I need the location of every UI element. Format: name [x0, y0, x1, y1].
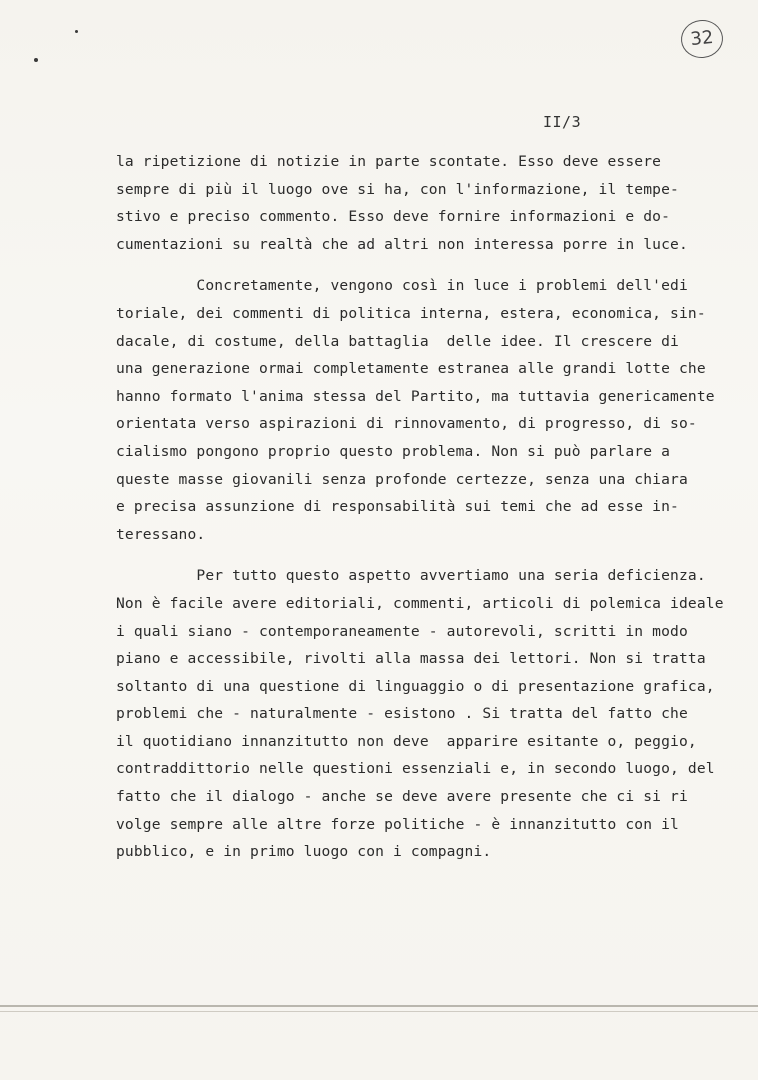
text-line: hanno formato l'anima stessa del Partito, ma tuttavia genericamente: [116, 387, 715, 405]
text-line: pubblico, e in primo luogo con i compagni.: [116, 843, 492, 861]
text-line: soltanto di una questione di linguaggio o di presentazione grafica,: [116, 677, 715, 695]
text-line: fatto che il dialogo - anche se deve avere presente che ci si ri: [116, 788, 688, 806]
text-line: volge sempre alle altre forze politiche - è innanzitutto con il: [116, 815, 679, 833]
paragraph: [116, 562, 756, 866]
text-line: orientata verso aspirazioni di rinnovamento, di progresso, di so-: [116, 415, 697, 433]
text-line: sempre di più il luogo ove si ha, con l'informazione, il tempe-: [116, 180, 679, 198]
text-line: piano e accessibile, rivolti alla massa dei lettori. Non si tratta: [116, 650, 706, 668]
text-line: la ripetizione di notizie in parte scontate. Esso deve essere: [116, 153, 662, 170]
text-line: toriale, dei commenti di politica interna, estera, economica, sin-: [116, 304, 706, 322]
page-fold-line: [0, 1005, 758, 1007]
text-line: stivo e preciso commento. Esso deve fornire informazioni e do-: [116, 208, 671, 226]
typed-body-text: [116, 148, 756, 866]
text-line: Per tutto questo aspetto avvertiamo una seria deficienza.: [116, 567, 706, 585]
text-line: queste masse giovanili senza profonde certezze, senza una chiara: [116, 470, 688, 488]
circled-page-number: 32: [679, 18, 725, 60]
paragraph: [116, 272, 756, 548]
page-fold-line: [0, 1011, 758, 1012]
text-line: cialismo pongono proprio questo problema. Non si può parlare a: [116, 442, 671, 460]
text-line: dacale, di costume, della battaglia delle idee. Il crescere di: [116, 332, 679, 350]
stray-ink-dot: [34, 58, 38, 62]
text-line: problemi che - naturalmente - esistono . Si tratta del fatto che: [116, 705, 688, 723]
text-line: teressano.: [116, 525, 206, 543]
page-reference: II/3: [543, 113, 582, 131]
text-line: Concretamente, vengono così in luce i problemi dell'edi: [116, 277, 688, 295]
text-line: i quali siano - contemporaneamente - autorevoli, scritti in modo: [116, 622, 688, 640]
paragraph: [116, 148, 756, 258]
text-line: e precisa assunzione di responsabilità sui temi che ad esse in-: [116, 498, 679, 516]
text-line: Non è facile avere editoriali, commenti, articoli di polemica ideale: [116, 594, 724, 612]
text-line: una generazione ormai completamente estranea alle grandi lotte che: [116, 360, 706, 378]
text-line: cumentazioni su realtà che ad altri non interessa porre in luce.: [116, 235, 688, 253]
text-line: contraddittorio nelle questioni essenziali e, in secondo luogo, del: [116, 760, 715, 778]
stray-ink-dot: [75, 30, 78, 33]
text-line: il quotidiano innanzitutto non deve apparire esitante o, peggio,: [116, 732, 697, 750]
